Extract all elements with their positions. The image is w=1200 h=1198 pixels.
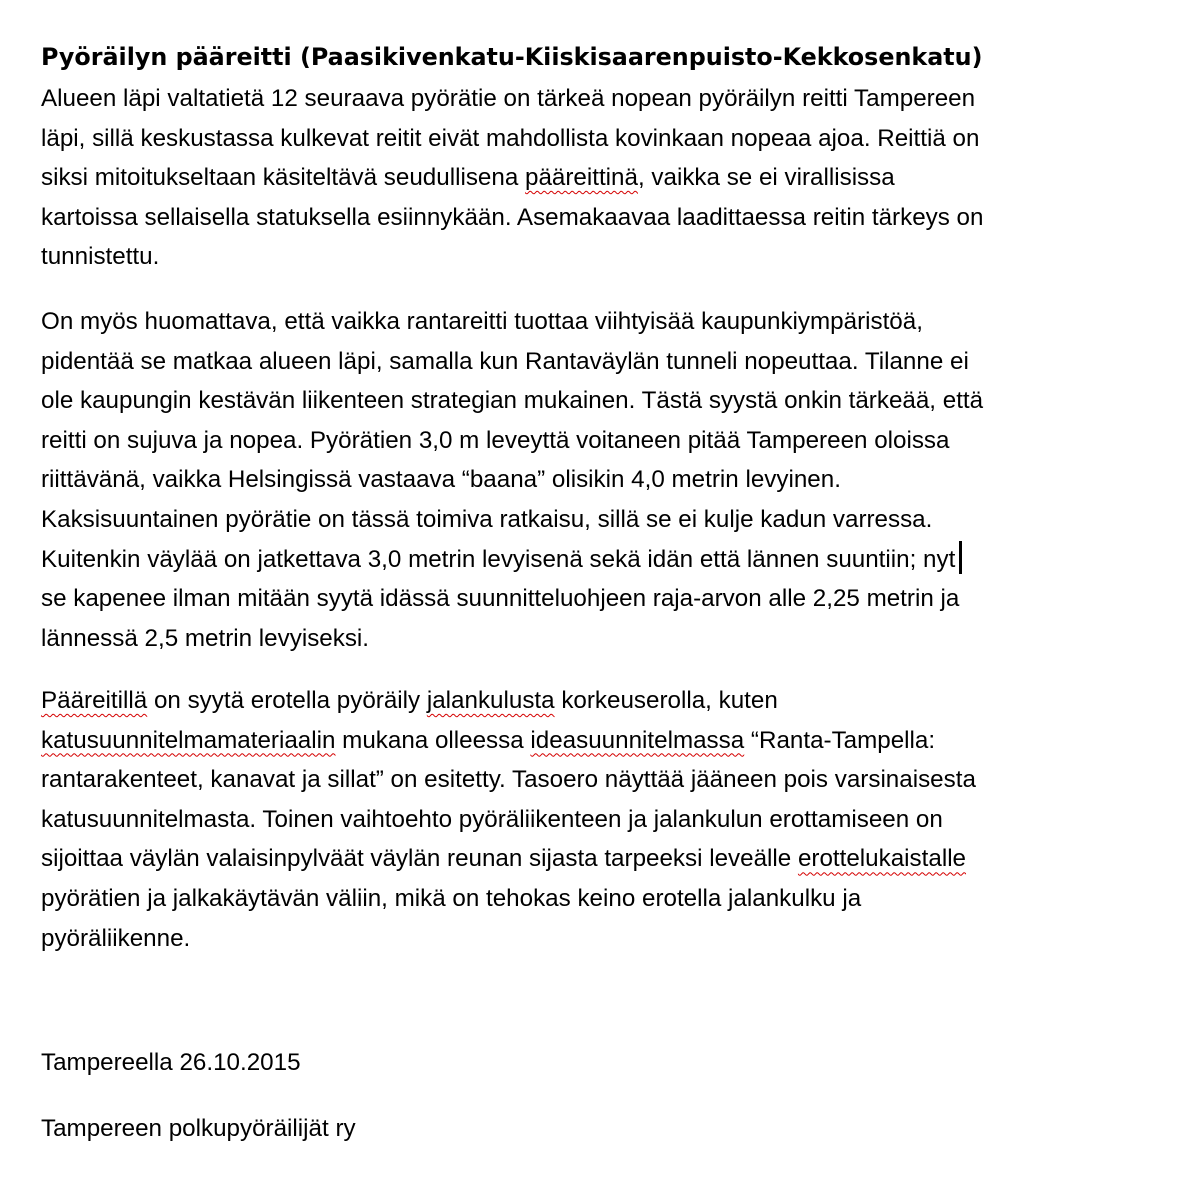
text-line <box>41 540 1176 580</box>
text-run: Kuitenkin väylää on jatkettava 3,0 metrin levyisenä sekä idän että lännen suuntiin; nyt <box>41 545 956 573</box>
spellcheck-word[interactable]: katusuunnitelmamateriaalin <box>41 726 336 754</box>
text-cursor <box>959 541 962 574</box>
text-line: rantarakenteet, kanavat ja sillat” on esitetty. Tasoero näyttää jääneen pois varsinaisesta <box>41 766 976 794</box>
paragraph-2 <box>41 302 1176 658</box>
spellcheck-word[interactable]: jalankulusta <box>426 687 555 714</box>
text-line <box>41 158 1176 198</box>
text-run: siksi mitoitukseltaan käsiteltävä seudullisena <box>41 164 525 192</box>
text-line <box>41 721 1176 761</box>
text-run: “Ranta-Tampella: <box>744 726 936 754</box>
text-run: , vaikka se ei virallisissa <box>637 164 895 192</box>
text-line: kartoissa sellaisella statuksella esiinnykään. Asemakaavaa laadittaessa reitin tärkeys on <box>41 203 984 231</box>
text-run: mukana olleessa <box>335 726 531 754</box>
document-heading: Pyöräilyn pääreitti (Paasikivenkatu-Kiiskisaarenpuisto-Kekkosenkatu) <box>41 43 983 71</box>
text-line: pyörätien ja jalkakäytävän väliin, mikä on tehokas keino erotella jalankulku ja <box>41 884 862 912</box>
text-line <box>41 681 1176 721</box>
text-line: On myös huomattava, että vaikka rantareitti tuottaa viihtyisää kaupunkiympäristöä, <box>41 308 923 335</box>
text-run: korkeuserolla, kuten <box>554 687 778 714</box>
spellcheck-word[interactable]: ideasuunnitelmassa <box>530 726 745 754</box>
text-line <box>41 839 1176 879</box>
text-line: pidentää se matkaa alueen läpi, samalla kun Rantaväylän tunneli nopeuttaa. Tilanne ei <box>41 347 969 375</box>
text-line: lännessä 2,5 metrin levyiseksi. <box>41 624 370 652</box>
text-run: sijoittaa väylän valaisinpylväät väylän reunan sijasta tarpeeksi leveälle <box>41 845 798 873</box>
text-line: riittävänä, vaikka Helsingissä vastaava “baana” olisikin 4,0 metrin levyinen. <box>41 466 841 494</box>
text-line: ole kaupungin kestävän liikenteen strategian mukainen. Tästä syystä onkin tärkeää, että <box>41 387 984 415</box>
paragraph-3 <box>41 681 1176 958</box>
signature-organization: Tampereen polkupyöräilijät ry <box>41 1115 356 1142</box>
text-line: se kapenee ilman mitään syytä idässä suunnitteluohjeen raja-arvon alle 2,25 metrin ja <box>41 585 960 613</box>
signature-place-date: Tampereella 26.10.2015 <box>41 1049 301 1076</box>
text-line: Alueen läpi valtatietä 12 seuraava pyörätie on tärkeä nopean pyöräilyn reitti Tampereen <box>41 85 976 112</box>
text-line: reitti on sujuva ja nopea. Pyörätien 3,0 m leveyttä voitaneen pitää Tampereen oloissa <box>41 426 950 454</box>
paragraph-1 <box>41 79 1176 277</box>
text-line: Kaksisuuntainen pyörätie on tässä toimiva ratkaisu, sillä se ei kulje kadun varressa. <box>41 505 933 533</box>
spellcheck-word[interactable]: erottelukaistalle <box>797 845 967 873</box>
text-run: on syytä erotella pyöräily <box>147 687 427 714</box>
text-line: katusuunnitelmasta. Toinen vaihtoehto pyöräliikenteen ja jalankulun erottamiseen on <box>41 805 943 833</box>
spellcheck-word[interactable]: pääreittinä <box>525 164 638 192</box>
spellcheck-word[interactable]: Pääreitillä <box>41 687 148 714</box>
text-line: tunnistettu. <box>41 243 160 271</box>
text-line: pyöräliikenne. <box>41 924 191 952</box>
text-line: läpi, sillä keskustassa kulkevat reitit eivät mahdollista kovinkaan nopeaa ajoa. Reittiä on <box>41 124 980 152</box>
